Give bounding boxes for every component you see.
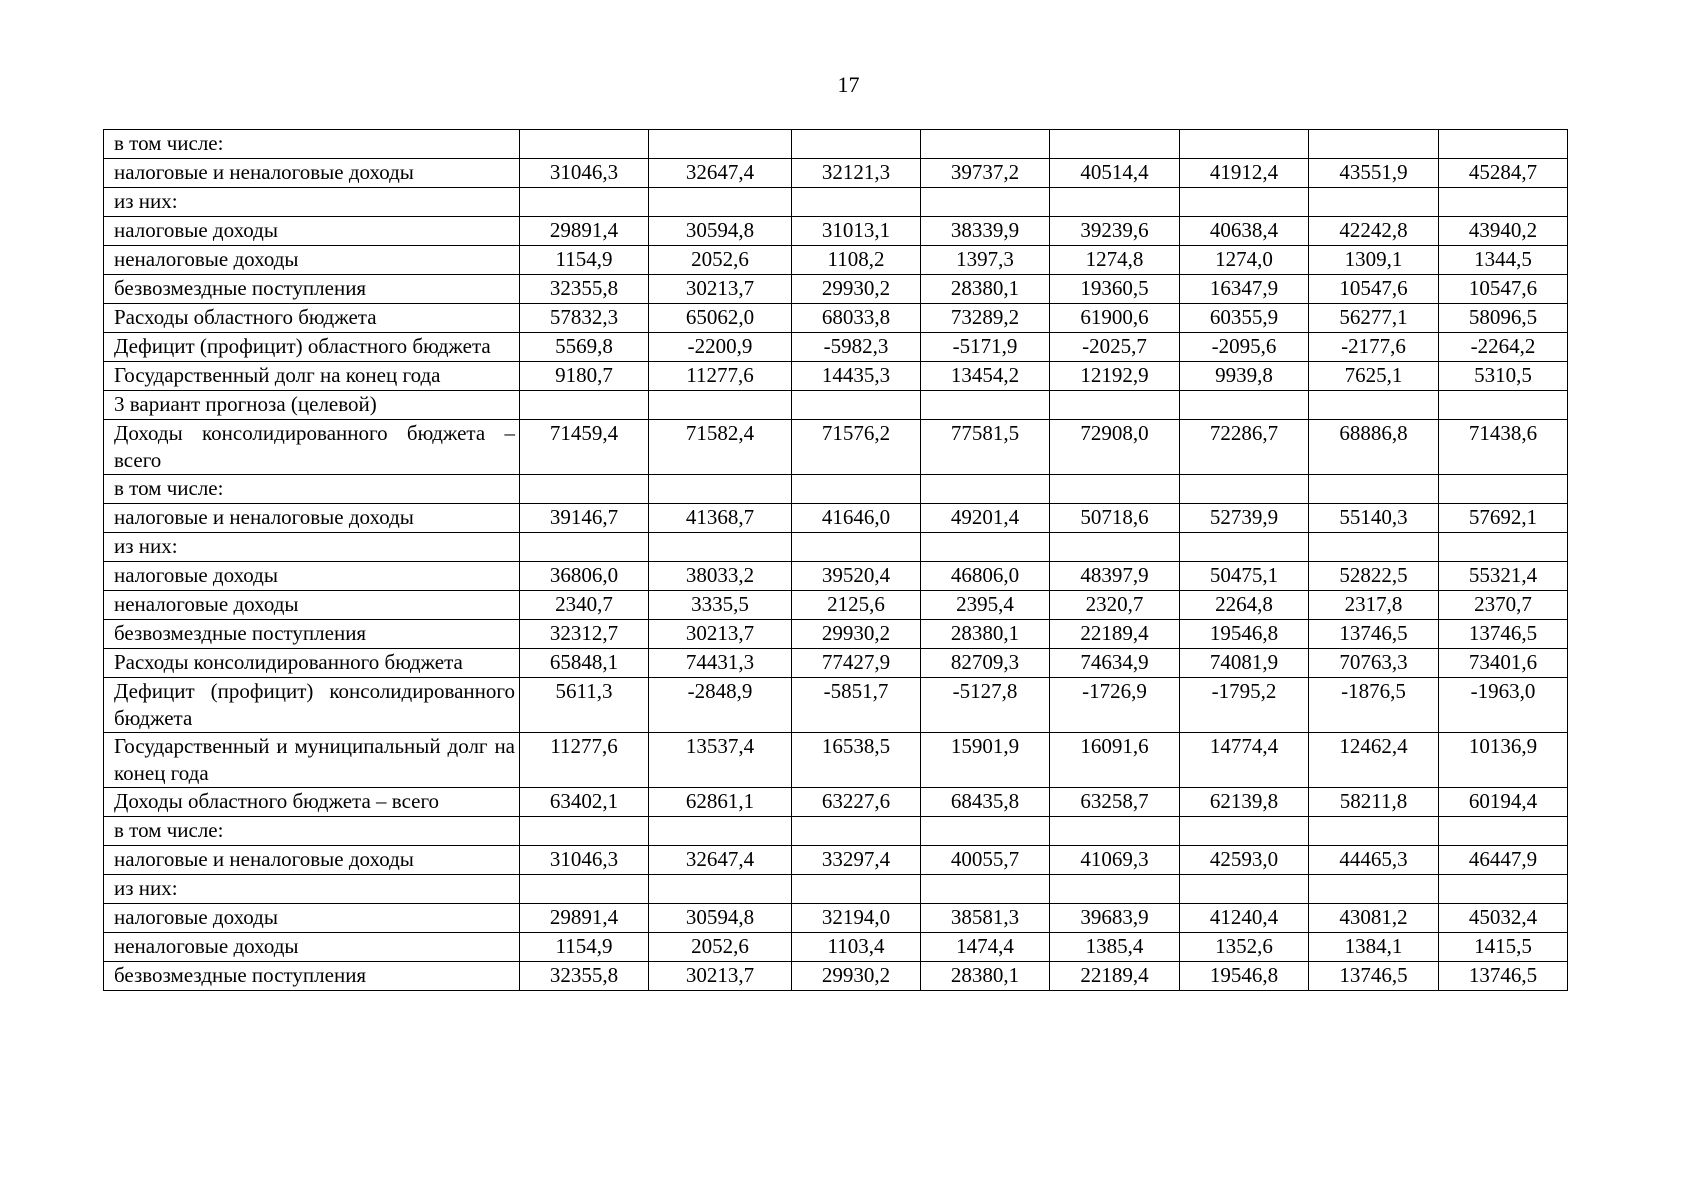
table-cell: 1384,1 [1309,933,1439,962]
table-cell: 2317,8 [1309,591,1439,620]
table-cell: 12462,4 [1309,733,1439,788]
row-label: безвозмездные поступления [104,962,520,991]
table-cell: -1876,5 [1309,678,1439,733]
table-cell: 1309,1 [1309,246,1439,275]
table-cell: 30213,7 [649,962,792,991]
table-cell: 2052,6 [649,246,792,275]
table-cell: 63258,7 [1050,788,1180,817]
table-cell: 10547,6 [1439,275,1568,304]
table-cell: 58211,8 [1309,788,1439,817]
table-cell: 1154,9 [520,933,649,962]
table-cell [792,391,921,420]
table-cell: 13746,5 [1439,620,1568,649]
table-cell: 29930,2 [792,620,921,649]
table-cell [1309,391,1439,420]
table-cell: 55321,4 [1439,562,1568,591]
table-row [104,217,1568,246]
table-cell [520,817,649,846]
table-cell: 1108,2 [792,246,921,275]
table-row [104,846,1568,875]
row-label: Доходы областного бюджета – всего [104,788,520,817]
table-cell: 1274,0 [1180,246,1309,275]
table-cell: 2340,7 [520,591,649,620]
row-label: Расходы областного бюджета [104,304,520,333]
table-cell: 3335,5 [649,591,792,620]
table-cell: 32355,8 [520,275,649,304]
table-cell: 74431,3 [649,649,792,678]
table-cell [792,875,921,904]
table-cell: 61900,6 [1050,304,1180,333]
table-cell: 32121,3 [792,159,921,188]
table-cell [649,533,792,562]
table-row [104,246,1568,275]
table-row [104,649,1568,678]
table-cell [649,130,792,159]
table-cell: 30594,8 [649,217,792,246]
table-cell: 60355,9 [1180,304,1309,333]
table-cell: 42242,8 [1309,217,1439,246]
table-cell: 40638,4 [1180,217,1309,246]
table-row [104,504,1568,533]
table-row [104,188,1568,217]
table-cell: 29891,4 [520,904,649,933]
table-cell: 1154,9 [520,246,649,275]
table-cell [1180,475,1309,504]
table-cell [1439,391,1568,420]
table-cell: -5851,7 [792,678,921,733]
row-label: неналоговые доходы [104,246,520,275]
table-cell: 15901,9 [921,733,1050,788]
table-cell: -5982,3 [792,333,921,362]
table-cell: 28380,1 [921,620,1050,649]
table-cell: 29891,4 [520,217,649,246]
table-cell: 32194,0 [792,904,921,933]
table-cell: 1103,4 [792,933,921,962]
table-cell [921,817,1050,846]
table-cell: 65062,0 [649,304,792,333]
table-cell [1050,475,1180,504]
table-cell: 46806,0 [921,562,1050,591]
table-cell [649,475,792,504]
table-cell [520,475,649,504]
table-cell [1180,130,1309,159]
table-row [104,562,1568,591]
table-cell: 46447,9 [1439,846,1568,875]
table-cell: 72286,7 [1180,420,1309,475]
row-label: из них: [104,533,520,562]
table-cell [792,475,921,504]
table-cell [792,188,921,217]
row-label: безвозмездные поступления [104,620,520,649]
table-cell: -2095,6 [1180,333,1309,362]
table-row [104,533,1568,562]
table-cell [1439,875,1568,904]
table-cell: 45284,7 [1439,159,1568,188]
table-cell: 29930,2 [792,962,921,991]
table-cell: 71459,4 [520,420,649,475]
page-number: 17 [837,72,860,97]
table-cell: -2025,7 [1050,333,1180,362]
row-label: налоговые доходы [104,217,520,246]
table-cell [1439,188,1568,217]
table-cell: 28380,1 [921,275,1050,304]
table-cell: 60194,4 [1439,788,1568,817]
table-cell: 14774,4 [1180,733,1309,788]
table-cell [1309,817,1439,846]
table-body [104,130,1568,991]
table-cell: 13746,5 [1309,962,1439,991]
table-cell: 13454,2 [921,362,1050,391]
table-cell: 2395,4 [921,591,1050,620]
table-cell: 38581,3 [921,904,1050,933]
table-row [104,733,1568,788]
table-cell [520,188,649,217]
table-cell [1180,817,1309,846]
row-label: налоговые и неналоговые доходы [104,504,520,533]
table-cell [1180,188,1309,217]
table-cell: 2125,6 [792,591,921,620]
row-label: Дефицит (профицит) областного бюджета [104,333,520,362]
table-cell [1439,475,1568,504]
table-cell: 1385,4 [1050,933,1180,962]
table-row [104,962,1568,991]
table-cell: 10136,9 [1439,733,1568,788]
table-cell: 43551,9 [1309,159,1439,188]
row-label: налоговые доходы [104,904,520,933]
table-cell: 71582,4 [649,420,792,475]
table-cell: 16091,6 [1050,733,1180,788]
table-cell [520,875,649,904]
table-cell [520,533,649,562]
table-cell: 19360,5 [1050,275,1180,304]
table-row [104,678,1568,733]
table-cell [649,817,792,846]
table-cell [1309,875,1439,904]
table-cell: 2264,8 [1180,591,1309,620]
table-cell: -2200,9 [649,333,792,362]
table-cell: 31046,3 [520,159,649,188]
table-cell: 41069,3 [1050,846,1180,875]
table-cell [649,875,792,904]
table-cell [1050,188,1180,217]
table-cell: 71576,2 [792,420,921,475]
table-row [104,933,1568,962]
table-cell: 11277,6 [649,362,792,391]
table-cell: 19546,8 [1180,962,1309,991]
table-cell: 41912,4 [1180,159,1309,188]
table-cell: 1352,6 [1180,933,1309,962]
table-cell: 63402,1 [520,788,649,817]
table-row [104,591,1568,620]
table-cell: 2320,7 [1050,591,1180,620]
table-cell: 1397,3 [921,246,1050,275]
table-cell: 7625,1 [1309,362,1439,391]
row-label: в том числе: [104,817,520,846]
table-cell: 77427,9 [792,649,921,678]
table-cell: -2848,9 [649,678,792,733]
table-cell: 1474,4 [921,933,1050,962]
table-cell: 13537,4 [649,733,792,788]
table-cell: 2052,6 [649,933,792,962]
table-cell: 10547,6 [1309,275,1439,304]
table-cell: 1274,8 [1050,246,1180,275]
table-cell: 13746,5 [1309,620,1439,649]
table-cell: 57832,3 [520,304,649,333]
table-cell: 50718,6 [1050,504,1180,533]
table-row [104,391,1568,420]
table-cell [921,533,1050,562]
table-cell: 62861,1 [649,788,792,817]
row-label: 3 вариант прогноза (целевой) [104,391,520,420]
table-row [104,130,1568,159]
table-row [104,904,1568,933]
table-cell: 33297,4 [792,846,921,875]
table-cell: -2264,2 [1439,333,1568,362]
row-label: в том числе: [104,475,520,504]
table-cell: 32647,4 [649,846,792,875]
table-row [104,275,1568,304]
row-label: безвозмездные поступления [104,275,520,304]
table-cell: 73401,6 [1439,649,1568,678]
table-cell: 41240,4 [1180,904,1309,933]
table-row [104,817,1568,846]
table-cell [1050,817,1180,846]
row-label: неналоговые доходы [104,933,520,962]
table-cell [921,130,1050,159]
table-cell: 56277,1 [1309,304,1439,333]
table-cell: 5611,3 [520,678,649,733]
table-cell: 50475,1 [1180,562,1309,591]
table-cell: 73289,2 [921,304,1050,333]
table-cell [1439,533,1568,562]
table-cell [1180,875,1309,904]
table-cell: 31046,3 [520,846,649,875]
table-cell: 14435,3 [792,362,921,391]
table-cell [921,391,1050,420]
table-cell: 68435,8 [921,788,1050,817]
table-row [104,333,1568,362]
table-cell: 71438,6 [1439,420,1568,475]
table-row [104,788,1568,817]
table-cell [1439,130,1568,159]
table-cell: 52739,9 [1180,504,1309,533]
table-cell: 30213,7 [649,275,792,304]
table-cell: 22189,4 [1050,962,1180,991]
table-cell: 42593,0 [1180,846,1309,875]
table-cell [520,130,649,159]
table-cell [649,188,792,217]
table-cell: 16538,5 [792,733,921,788]
row-label: из них: [104,875,520,904]
table-cell: 82709,3 [921,649,1050,678]
table-row [104,304,1568,333]
table-cell: 39520,4 [792,562,921,591]
table-row [104,420,1568,475]
table-cell: 74634,9 [1050,649,1180,678]
table-cell: 70763,3 [1309,649,1439,678]
table-cell: 38339,9 [921,217,1050,246]
table-cell: 57692,1 [1439,504,1568,533]
row-label: из них: [104,188,520,217]
table-cell [1050,875,1180,904]
table-cell: 31013,1 [792,217,921,246]
table-cell: 45032,4 [1439,904,1568,933]
row-label: неналоговые доходы [104,591,520,620]
table-cell: 11277,6 [520,733,649,788]
table-cell: 39239,6 [1050,217,1180,246]
row-label: в том числе: [104,130,520,159]
table-cell [1309,475,1439,504]
table-cell [1180,391,1309,420]
table-cell: 30213,7 [649,620,792,649]
table-cell: 36806,0 [520,562,649,591]
table-cell: -2177,6 [1309,333,1439,362]
table-cell: 68033,8 [792,304,921,333]
budget-forecast-table [103,129,1568,991]
table-cell: 9939,8 [1180,362,1309,391]
table-cell: 16347,9 [1180,275,1309,304]
table-cell: 65848,1 [520,649,649,678]
table-cell: 43081,2 [1309,904,1439,933]
table-cell: 1415,5 [1439,933,1568,962]
table-cell: -1726,9 [1050,678,1180,733]
table-cell: 22189,4 [1050,620,1180,649]
table-cell: -5127,8 [921,678,1050,733]
table-cell: 52822,5 [1309,562,1439,591]
table-cell: 39683,9 [1050,904,1180,933]
table-cell: 55140,3 [1309,504,1439,533]
row-label: налоговые доходы [104,562,520,591]
table-cell: 41646,0 [792,504,921,533]
table-cell [1050,130,1180,159]
table-cell [520,391,649,420]
table-cell: 44465,3 [1309,846,1439,875]
table-cell: 9180,7 [520,362,649,391]
table-cell [1309,130,1439,159]
table-cell: -1963,0 [1439,678,1568,733]
table-cell [921,475,1050,504]
table-cell: 48397,9 [1050,562,1180,591]
table-cell: 43940,2 [1439,217,1568,246]
table-cell: 1344,5 [1439,246,1568,275]
table-cell: 28380,1 [921,962,1050,991]
table-cell: 12192,9 [1050,362,1180,391]
table-cell: -1795,2 [1180,678,1309,733]
table-cell: 30594,8 [649,904,792,933]
table-cell: 63227,6 [792,788,921,817]
table-row [104,362,1568,391]
row-label: налоговые и неналоговые доходы [104,846,520,875]
row-label: налоговые и неналоговые доходы [104,159,520,188]
table-cell [1050,391,1180,420]
table-row [104,159,1568,188]
table-row [104,620,1568,649]
table-cell: 5310,5 [1439,362,1568,391]
table-cell: 13746,5 [1439,962,1568,991]
table-cell [792,130,921,159]
table-cell: -5171,9 [921,333,1050,362]
table-cell: 32312,7 [520,620,649,649]
row-label: Дефицит (профицит) консолидированного бюджета [104,678,520,733]
table-cell: 19546,8 [1180,620,1309,649]
table-cell [1180,533,1309,562]
table-cell: 40055,7 [921,846,1050,875]
table-cell [1050,533,1180,562]
table-cell: 49201,4 [921,504,1050,533]
table-cell: 5569,8 [520,333,649,362]
table-cell [649,391,792,420]
table-cell: 41368,7 [649,504,792,533]
table-cell: 72908,0 [1050,420,1180,475]
table-cell: 77581,5 [921,420,1050,475]
table-cell [1309,188,1439,217]
table-cell: 32355,8 [520,962,649,991]
table-cell: 74081,9 [1180,649,1309,678]
table-cell: 39737,2 [921,159,1050,188]
table-cell [792,817,921,846]
row-label: Расходы консолидированного бюджета [104,649,520,678]
table-cell: 68886,8 [1309,420,1439,475]
table-cell: 38033,2 [649,562,792,591]
table-cell: 62139,8 [1180,788,1309,817]
row-label: Государственный долг на конец года [104,362,520,391]
table-cell [921,188,1050,217]
table-row [104,475,1568,504]
table-row [104,875,1568,904]
row-label: Государственный и муниципальный долг на конец года [104,733,520,788]
table-cell [792,533,921,562]
table-cell: 32647,4 [649,159,792,188]
table-cell [1439,817,1568,846]
table-cell: 2370,7 [1439,591,1568,620]
table-cell [921,875,1050,904]
table-cell [1309,533,1439,562]
row-label: Доходы консолидированного бюджета – всего [104,420,520,475]
table-cell: 29930,2 [792,275,921,304]
table-cell: 39146,7 [520,504,649,533]
table-cell: 58096,5 [1439,304,1568,333]
table-cell: 40514,4 [1050,159,1180,188]
